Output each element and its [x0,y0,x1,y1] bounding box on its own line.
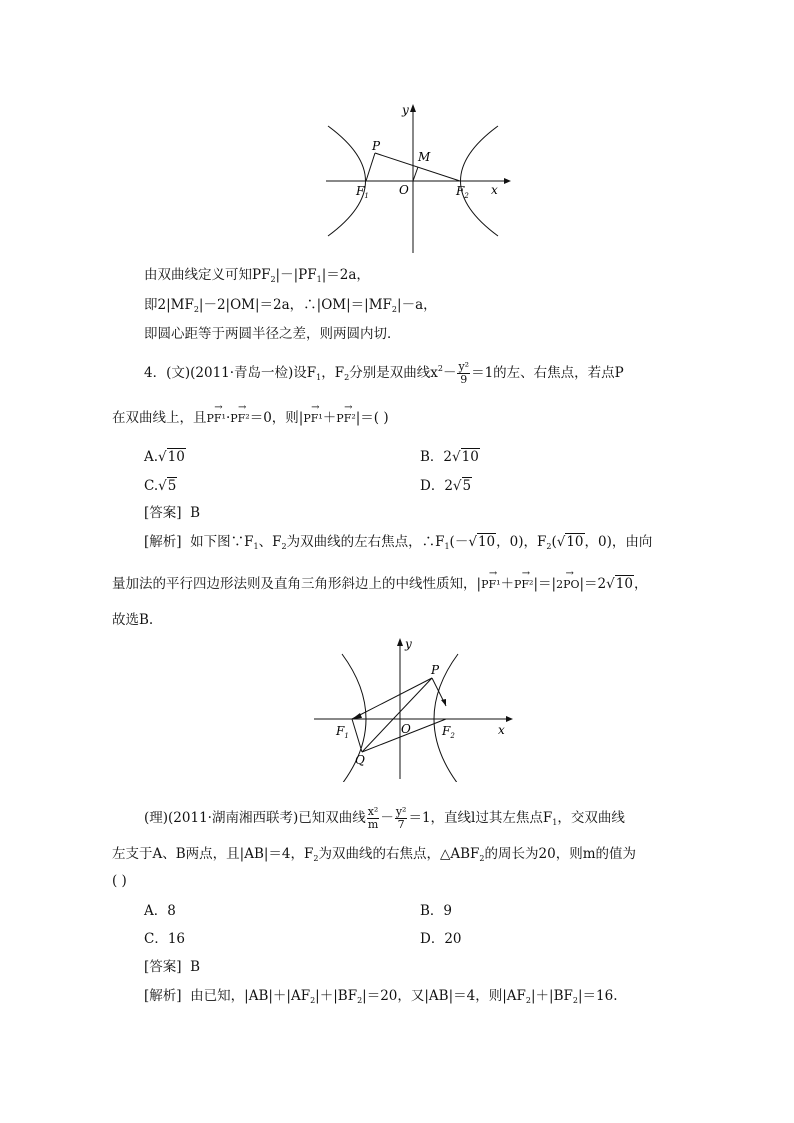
label-f2: $F_2$ [442,724,455,740]
label-x: x [491,183,498,197]
label-p: P [431,663,440,677]
fraction-y2-7: $\frac{\text{y²}}{7}$ [395,805,407,831]
text-definition: 由双曲线定义可知$PF_2|-|PF_1|=2a$， [144,267,370,284]
fraction-x2-m: $\frac{\text{x²}}{m}$ [367,805,379,831]
segment-f1q [352,719,362,752]
fraction-y2-9: $\frac{\text{y²}}{9}$ [458,360,470,386]
hyperbola-figure-1 [318,98,518,256]
label-m: M [418,150,431,164]
question-4-line2: 在双曲线上，且→ PF¹·→ PF²＝0，则|→ PF¹＋→ PF²|＝( ) [112,409,389,428]
line-qp [362,678,432,752]
option-4c: C.√5 [144,478,177,494]
label-x: x [498,723,505,737]
question-5-line3: ( ) [112,873,127,889]
y-axis-arrow [410,104,416,112]
explanation-4-line2: 量加法的平行四边形法则及直角三角形斜边上的中线性质知，|→ PF¹＋→ PF²|＝|→ 2PO|＝2√10， [112,575,647,594]
text-conclusion: 即圆心距等于两圆半径之差，则两圆内切． [144,326,401,342]
option-4b: B．2√10 [420,449,479,465]
label-f1: $F_1$ [356,184,369,200]
segment-om [413,167,418,181]
label-f1: $F_1$ [336,724,349,740]
label-o: O [401,722,411,736]
answer-4: [答案] B [144,505,201,521]
option-5d: D．20 [420,931,462,947]
label-f2: $F_2$ [456,184,469,200]
question-5-line2: 左支于A、B两点，且|AB|＝4，$F_2$为双曲线的右焦点，$\triangle ABF_2$的周长为20，则m的值为 [112,846,636,863]
option-4d: D．2√5 [420,478,472,494]
text-derivation: 即$2|MF_2|-2|OM|=2a$，$\therefore|OM|=|MF_2|-a$， [144,297,437,314]
option-4a: A.√10 [144,449,185,465]
x-axis-arrow [504,178,511,184]
arrow-pf1 [352,713,362,719]
hyperbola-figure-2 [310,634,520,782]
x-axis-arrow [506,716,513,722]
segment-pf1 [366,153,375,181]
option-5a: A．8 [144,903,176,919]
label-y: y [405,637,412,651]
option-5c: C．16 [144,931,186,947]
question-5-line1: (理)(2011·湖南湘西联考)已知双曲线 $\frac{\text{x²}}{m}$ － $\frac{\text{y²}}{7}$ ＝1，直线l过其左焦点$F_1$，交双曲线 [144,805,625,831]
explanation-4-line3: 故选B. [112,612,154,628]
arrow-pf2 [441,699,446,706]
answer-5: [答案] B [144,959,201,975]
y-axis-arrow [397,638,403,646]
option-5b: B．9 [420,903,453,919]
explanation-4-line1: [解析] 如下图$\because F_1$、$F_2$为双曲线的左右焦点，$\therefore F_1(-√10$，0)，$F_2(√10$，0)，由向 [144,534,653,551]
label-p: P [372,139,381,153]
label-q: Q [355,753,365,767]
question-4-line1: 4．(文)(2011·青岛一检)设$F_1$，$F_2$分别是双曲线$x^2-$ $\frac{\text{y²}}{9}$ ＝1的左、右焦点，若点P [144,360,624,386]
label-y: y [402,103,409,117]
explanation-5: [解析] 由已知，$|AB|+|AF_2|+|BF_2|=20$，又|AB|＝4，则$|AF_2|+|BF_2|=16$. [144,988,618,1005]
label-o: O [399,183,409,197]
